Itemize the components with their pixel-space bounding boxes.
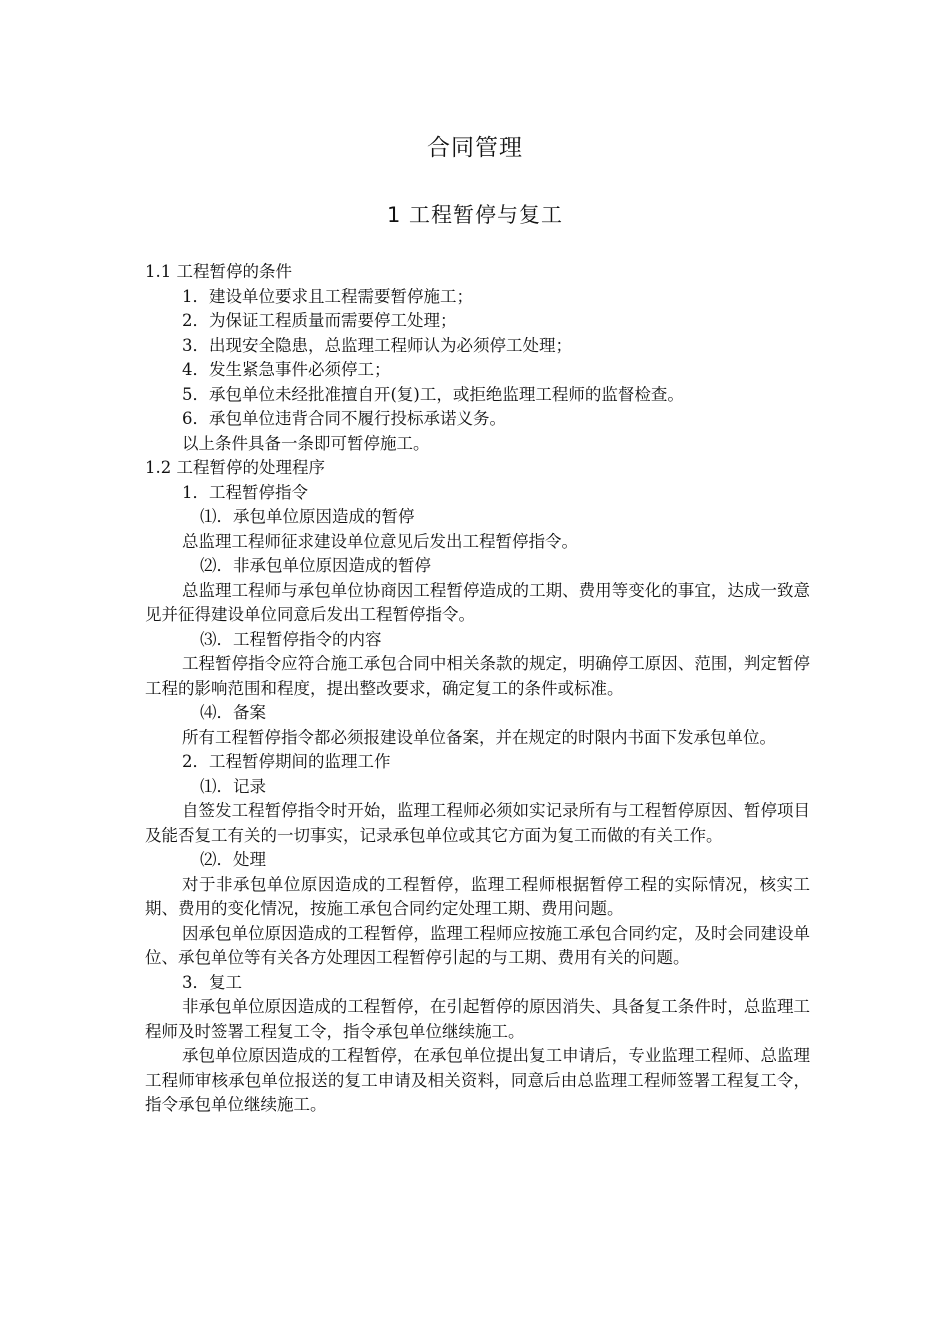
- paragraph: 非承包单位原因造成的工程暂停，在引起暂停的原因消失、具备复工条件时，总监理工程师及时签署工程复工令，指令承包单位继续施工。: [145, 997, 810, 1041]
- list-item: 6．承包单位违背合同不履行投标承诺义务。: [182, 409, 506, 428]
- list-item: 5．承包单位未经批准擅自开(复)工，或拒绝监理工程师的监督检查。: [182, 384, 684, 404]
- paragraph: 以上条件具备一条即可暂停施工。: [182, 433, 430, 453]
- list-item: 4．发生紧急事件必须停工；: [182, 360, 391, 379]
- list-item: 3．出现安全隐患，总监理工程师认为必须停工处理；: [182, 335, 572, 355]
- paragraph: 承包单位原因造成的工程暂停，在承包单位提出复工申请后，专业监理工程师、总监理工程师审核承包单位报送的复工申请及相关资料，同意后由总监理工程师签署工程复工令，指令承包单位继续施工。: [145, 1046, 810, 1114]
- paragraph: 对于非承包单位原因造成的工程暂停，监理工程师根据暂停工程的实际情况，核实工期、费用的变化情况，按施工承包合同约定处理工期、费用问题。: [145, 874, 810, 918]
- paragraph: 自签发工程暂停指令时开始，监理工程师必须如实记录所有与工程暂停原因、暂停项目及能否复工有关的一切事实，记录承包单位或其它方面为复工而做的有关工作。: [145, 801, 810, 845]
- paragraph: 所有工程暂停指令都必须报建设单位备案，并在规定的时限内书面下发承包单位。: [182, 727, 776, 747]
- subsection-heading: 1．工程暂停指令: [182, 482, 308, 502]
- paragraph: 工程暂停指令应符合施工承包合同中相关条款的规定，明确停工原因、范围，判定暂停工程的影响范围和程度，提出整改要求，确定复工的条件或标准。: [145, 654, 810, 698]
- section-heading: 1.2 工程暂停的处理程序: [145, 458, 325, 477]
- subsection-heading: 3．复工: [182, 972, 242, 992]
- chapter-heading: 1 工程暂停与复工: [386, 203, 564, 227]
- item-heading: ⑵．处理: [200, 850, 266, 869]
- list-item: 2．为保证工程质量而需要停工处理；: [182, 311, 457, 330]
- paragraph: 总监理工程师征求建设单位意见后发出工程暂停指令。: [182, 531, 578, 551]
- section-heading: 1.1 工程暂停的条件: [145, 262, 292, 281]
- item-heading: ⑷．备案: [200, 703, 266, 722]
- document-title: 合同管理: [427, 135, 523, 161]
- item-heading: ⑴．记录: [200, 776, 266, 796]
- paragraph: 总监理工程师与承包单位协商因工程暂停造成的工期、费用等变化的事宜，达成一致意见并征得建设单位同意后发出工程暂停指令。: [145, 580, 810, 624]
- item-heading: ⑵．非承包单位原因造成的暂停: [200, 556, 431, 575]
- item-heading: ⑴．承包单位原因造成的暂停: [200, 507, 415, 526]
- document-body: [145, 260, 810, 1118]
- subsection-heading: 2．工程暂停期间的监理工作: [182, 752, 391, 771]
- paragraph: 因承包单位原因造成的工程暂停，监理工程师应按施工承包合同约定，及时会同建设单位、承包单位等有关各方处理因工程暂停引起的与工期、费用有关的问题。: [145, 923, 810, 967]
- list-item: 1．建设单位要求且工程需要暂停施工；: [182, 286, 473, 306]
- item-heading: ⑶．工程暂停指令的内容: [200, 629, 382, 649]
